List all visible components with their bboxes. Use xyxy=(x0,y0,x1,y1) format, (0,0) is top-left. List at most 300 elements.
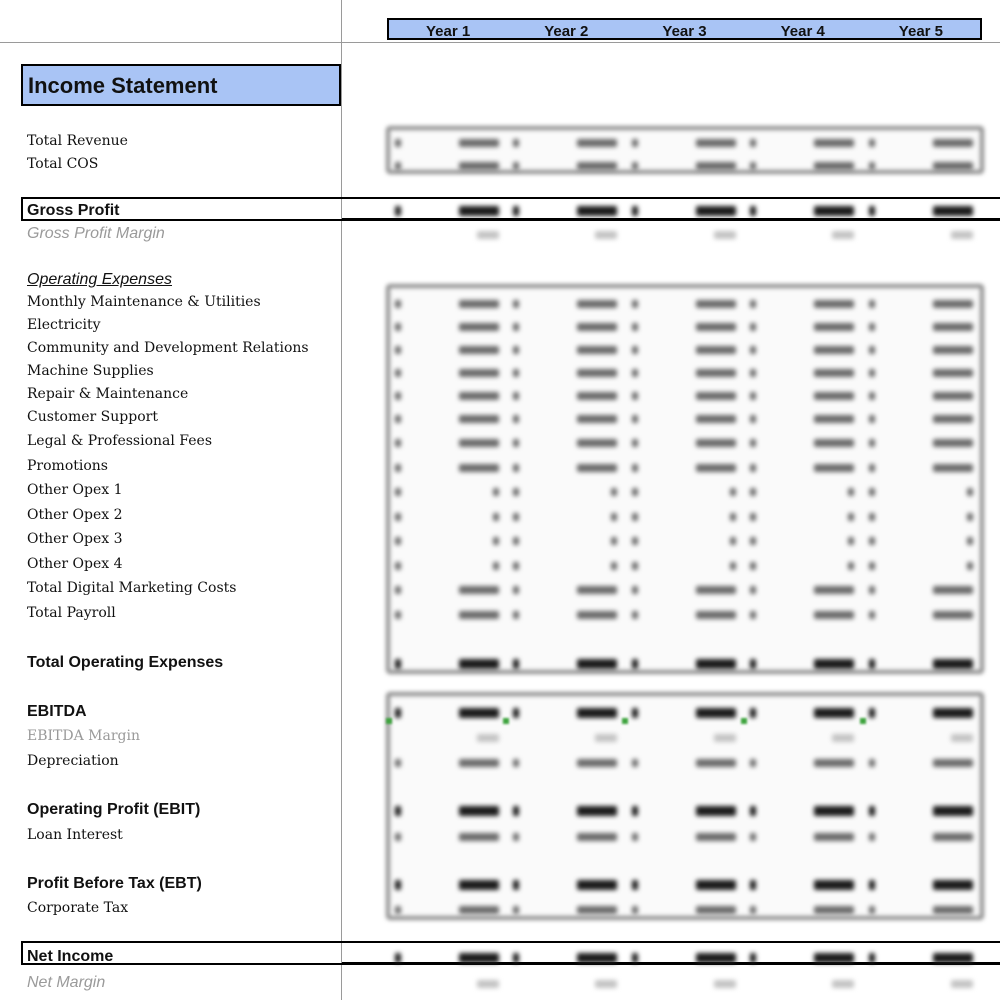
blurred-currency-mark xyxy=(513,392,519,400)
blurred-currency-mark xyxy=(750,833,756,841)
blurred-currency-mark xyxy=(869,659,875,669)
blurred-currency-mark xyxy=(632,392,638,400)
row-opex-item: Repair & Maintenance xyxy=(27,386,189,402)
blurred-currency-mark xyxy=(869,759,875,767)
blurred-currency-mark xyxy=(513,562,519,570)
blurred-value-row xyxy=(389,363,981,383)
blurred-value-mark xyxy=(577,659,617,669)
blurred-currency-mark xyxy=(395,953,401,963)
blurred-currency-mark xyxy=(395,415,401,423)
blurred-currency-mark xyxy=(869,611,875,619)
blurred-value-mark xyxy=(577,415,617,423)
blurred-currency-mark xyxy=(869,537,875,545)
blurred-currency-mark xyxy=(513,488,519,496)
blurred-value-row xyxy=(389,900,981,920)
blurred-currency-mark xyxy=(750,708,756,718)
blurred-value-mark xyxy=(459,906,499,914)
blurred-currency-mark xyxy=(395,162,401,170)
blurred-currency-mark xyxy=(395,611,401,619)
blurred-currency-mark xyxy=(513,206,519,216)
blurred-value-mark xyxy=(814,162,854,170)
blurred-currency-mark xyxy=(395,659,401,669)
year-1-header: Year 1 xyxy=(425,22,471,40)
blurred-value-mark xyxy=(577,369,617,377)
blurred-currency-mark xyxy=(632,659,638,669)
blurred-currency-mark xyxy=(395,708,401,718)
blurred-value-mark xyxy=(951,231,973,239)
row-opex-item: Monthly Maintenance & Utilities xyxy=(27,294,261,310)
blurred-currency-mark xyxy=(395,537,401,545)
blurred-value-mark xyxy=(696,415,736,423)
row-opex-item: Customer Support xyxy=(27,409,158,425)
blurred-value-mark xyxy=(459,162,499,170)
blurred-currency-mark xyxy=(750,537,756,545)
blurred-currency-mark xyxy=(750,562,756,570)
blurred-value-mark xyxy=(696,906,736,914)
blurred-currency-mark xyxy=(632,953,638,963)
blurred-value-mark xyxy=(933,369,973,377)
blurred-value-mark xyxy=(967,537,973,545)
row-opex-item: Other Opex 4 xyxy=(27,556,123,572)
blurred-value-row xyxy=(389,317,981,337)
blurred-value-mark xyxy=(832,734,854,742)
blurred-value-mark xyxy=(577,906,617,914)
blurred-currency-mark xyxy=(513,300,519,308)
row-opex-item: Other Opex 2 xyxy=(27,507,123,523)
blurred-currency-mark xyxy=(395,300,401,308)
blurred-value-row xyxy=(389,433,981,453)
blurred-value-row xyxy=(389,556,981,576)
blurred-currency-mark xyxy=(750,906,756,914)
blurred-value-mark xyxy=(577,206,617,216)
statement-title: Income Statement xyxy=(21,64,341,106)
blurred-value-mark xyxy=(848,513,854,521)
blurred-value-mark xyxy=(493,513,499,521)
blurred-value-mark xyxy=(696,206,736,216)
blurred-value-mark xyxy=(696,953,736,963)
blurred-value-mark xyxy=(933,162,973,170)
blurred-value-mark xyxy=(577,139,617,147)
blurred-value-mark xyxy=(459,369,499,377)
blurred-value-mark xyxy=(696,659,736,669)
blurred-currency-mark xyxy=(869,880,875,890)
blurred-value-mark xyxy=(611,537,617,545)
blurred-value-mark xyxy=(459,833,499,841)
blurred-currency-mark xyxy=(632,439,638,447)
blurred-currency-mark xyxy=(513,369,519,377)
blurred-value-mark xyxy=(714,231,736,239)
blurred-value-row xyxy=(389,133,981,153)
blurred-value-row xyxy=(389,531,981,551)
blurred-value-mark xyxy=(459,880,499,890)
blurred-value-row xyxy=(389,201,981,221)
blurred-value-mark xyxy=(933,611,973,619)
year-5-header: Year 5 xyxy=(898,22,944,40)
blurred-currency-mark xyxy=(869,415,875,423)
blurred-value-mark xyxy=(814,759,854,767)
blurred-value-row xyxy=(389,654,981,674)
blurred-currency-mark xyxy=(869,346,875,354)
blurred-value-mark xyxy=(459,439,499,447)
blurred-value-mark xyxy=(459,323,499,331)
blurred-currency-mark xyxy=(395,139,401,147)
blurred-currency-mark xyxy=(869,513,875,521)
blurred-currency-mark xyxy=(632,806,638,816)
blurred-currency-mark xyxy=(632,488,638,496)
blurred-currency-mark xyxy=(750,659,756,669)
blurred-value-mark xyxy=(951,980,973,988)
blurred-value-mark xyxy=(933,708,973,718)
blurred-currency-mark xyxy=(513,323,519,331)
blurred-value-row xyxy=(389,482,981,502)
blurred-value-mark xyxy=(577,162,617,170)
blurred-value-mark xyxy=(814,708,854,718)
blurred-value-mark xyxy=(933,206,973,216)
blurred-currency-mark xyxy=(395,323,401,331)
blurred-currency-mark xyxy=(513,806,519,816)
row-opex-item: Total Payroll xyxy=(27,605,116,621)
row-ebt: Profit Before Tax (EBT) xyxy=(27,875,202,892)
blurred-currency-mark xyxy=(513,611,519,619)
blurred-value-mark xyxy=(967,513,973,521)
blurred-value-mark xyxy=(696,162,736,170)
row-opex-item: Machine Supplies xyxy=(27,363,154,379)
row-net-income: Net Income xyxy=(27,948,114,965)
blurred-value-mark xyxy=(459,586,499,594)
blurred-currency-mark xyxy=(395,346,401,354)
blurred-value-row xyxy=(389,386,981,406)
blurred-currency-mark xyxy=(869,806,875,816)
blurred-value-mark xyxy=(814,415,854,423)
cell-comment-marker xyxy=(622,718,628,724)
blurred-currency-mark xyxy=(750,162,756,170)
blurred-value-mark xyxy=(933,833,973,841)
blurred-currency-mark xyxy=(632,162,638,170)
row-ebitda: EBITDA xyxy=(27,703,87,720)
blurred-value-mark xyxy=(696,346,736,354)
blurred-value-mark xyxy=(577,464,617,472)
row-opex-item: Other Opex 1 xyxy=(27,482,123,498)
blurred-currency-mark xyxy=(750,369,756,377)
blurred-value-row xyxy=(389,156,981,176)
blurred-currency-mark xyxy=(869,139,875,147)
blurred-currency-mark xyxy=(869,464,875,472)
blurred-currency-mark xyxy=(750,439,756,447)
blurred-value-mark xyxy=(714,734,736,742)
blurred-currency-mark xyxy=(632,346,638,354)
blurred-currency-mark xyxy=(632,139,638,147)
row-corporate-tax: Corporate Tax xyxy=(27,900,129,916)
row-depreciation: Depreciation xyxy=(27,753,119,769)
blurred-currency-mark xyxy=(513,708,519,718)
blurred-value-mark xyxy=(696,586,736,594)
blurred-value-mark xyxy=(730,562,736,570)
blurred-currency-mark xyxy=(632,708,638,718)
blurred-value-mark xyxy=(696,439,736,447)
blurred-value-mark xyxy=(696,139,736,147)
blurred-value-mark xyxy=(577,953,617,963)
blurred-value-mark xyxy=(933,953,973,963)
blurred-currency-mark xyxy=(632,586,638,594)
blurred-value-mark xyxy=(814,300,854,308)
cell-comment-marker xyxy=(503,718,509,724)
blurred-currency-mark xyxy=(632,759,638,767)
blurred-value-row xyxy=(389,974,981,994)
blurred-value-mark xyxy=(814,369,854,377)
blurred-currency-mark xyxy=(869,369,875,377)
blurred-currency-mark xyxy=(513,833,519,841)
blurred-value-mark xyxy=(933,346,973,354)
blurred-value-mark xyxy=(933,392,973,400)
blurred-value-mark xyxy=(577,880,617,890)
blurred-currency-mark xyxy=(750,513,756,521)
blurred-currency-mark xyxy=(632,464,638,472)
blurred-currency-mark xyxy=(750,206,756,216)
blurred-value-mark xyxy=(967,562,973,570)
blurred-value-mark xyxy=(730,488,736,496)
blurred-value-mark xyxy=(493,537,499,545)
blurred-currency-mark xyxy=(632,513,638,521)
blurred-currency-mark xyxy=(750,759,756,767)
blurred-value-mark xyxy=(730,513,736,521)
blurred-value-mark xyxy=(714,980,736,988)
blurred-value-mark xyxy=(595,231,617,239)
row-net-margin: Net Margin xyxy=(27,974,106,991)
blurred-value-mark xyxy=(814,611,854,619)
blurred-currency-mark xyxy=(395,513,401,521)
blurred-currency-mark xyxy=(395,439,401,447)
blurred-currency-mark xyxy=(513,139,519,147)
blurred-value-mark xyxy=(493,562,499,570)
blurred-currency-mark xyxy=(395,759,401,767)
blurred-value-mark xyxy=(459,206,499,216)
blurred-value-row xyxy=(389,605,981,625)
blurred-currency-mark xyxy=(632,562,638,570)
row-opex-item: Promotions xyxy=(27,458,108,474)
blurred-value-mark xyxy=(814,464,854,472)
blurred-value-mark xyxy=(577,708,617,718)
blurred-value-mark xyxy=(577,300,617,308)
blurred-currency-mark xyxy=(632,833,638,841)
row-total-revenue: Total Revenue xyxy=(27,133,128,149)
blurred-currency-mark xyxy=(513,759,519,767)
blurred-value-mark xyxy=(577,586,617,594)
blurred-value-row xyxy=(389,409,981,429)
row-ebit: Operating Profit (EBIT) xyxy=(27,801,201,818)
blurred-currency-mark xyxy=(632,369,638,377)
blurred-value-mark xyxy=(730,537,736,545)
blurred-currency-mark xyxy=(395,392,401,400)
column-divider xyxy=(341,0,342,1000)
blurred-value-mark xyxy=(595,734,617,742)
blurred-currency-mark xyxy=(869,708,875,718)
blurred-value-mark xyxy=(933,586,973,594)
blurred-currency-mark xyxy=(513,953,519,963)
blurred-value-mark xyxy=(577,833,617,841)
blurred-currency-mark xyxy=(513,880,519,890)
blurred-value-mark xyxy=(696,880,736,890)
blurred-value-mark xyxy=(459,611,499,619)
blurred-value-mark xyxy=(933,806,973,816)
blurred-value-mark xyxy=(814,806,854,816)
blurred-value-mark xyxy=(814,346,854,354)
blurred-currency-mark xyxy=(869,162,875,170)
blurred-value-mark xyxy=(696,464,736,472)
blurred-currency-mark xyxy=(395,562,401,570)
blurred-currency-mark xyxy=(750,488,756,496)
blurred-value-mark xyxy=(933,415,973,423)
blurred-value-mark xyxy=(577,392,617,400)
blurred-currency-mark xyxy=(750,415,756,423)
blurred-currency-mark xyxy=(869,833,875,841)
blurred-value-mark xyxy=(493,488,499,496)
blurred-value-row xyxy=(389,728,981,748)
blurred-value-mark xyxy=(696,806,736,816)
blurred-value-mark xyxy=(477,980,499,988)
cell-comment-marker xyxy=(860,718,866,724)
blurred-value-row xyxy=(389,458,981,478)
blurred-value-mark xyxy=(814,833,854,841)
blurred-value-mark xyxy=(933,464,973,472)
blurred-currency-mark xyxy=(395,880,401,890)
row-gross-profit-margin: Gross Profit Margin xyxy=(27,225,165,242)
blurred-value-mark xyxy=(611,562,617,570)
blurred-value-mark xyxy=(951,734,973,742)
blurred-currency-mark xyxy=(395,586,401,594)
blurred-currency-mark xyxy=(513,346,519,354)
blurred-value-mark xyxy=(967,488,973,496)
blurred-currency-mark xyxy=(750,346,756,354)
blurred-currency-mark xyxy=(869,206,875,216)
blurred-value-mark xyxy=(611,513,617,521)
blurred-currency-mark xyxy=(395,488,401,496)
year-4-header: Year 4 xyxy=(780,22,825,40)
blurred-value-mark xyxy=(814,586,854,594)
blurred-currency-mark xyxy=(750,392,756,400)
blurred-value-mark xyxy=(933,659,973,669)
year-3-header: Year 3 xyxy=(662,22,707,40)
blurred-value-mark xyxy=(933,759,973,767)
blurred-currency-mark xyxy=(632,906,638,914)
blurred-value-mark xyxy=(595,980,617,988)
blurred-value-mark xyxy=(459,346,499,354)
row-gross-profit: Gross Profit xyxy=(27,202,120,219)
blurred-currency-mark xyxy=(750,586,756,594)
cell-comment-marker xyxy=(741,718,747,724)
blurred-currency-mark xyxy=(632,611,638,619)
blurred-value-row xyxy=(389,948,981,968)
blurred-currency-mark xyxy=(869,392,875,400)
blurred-currency-mark xyxy=(513,415,519,423)
row-total-operating-expenses: Total Operating Expenses xyxy=(27,654,224,671)
blurred-currency-mark xyxy=(513,513,519,521)
blurred-value-row xyxy=(389,875,981,895)
blurred-currency-mark xyxy=(750,611,756,619)
blurred-value-mark xyxy=(848,537,854,545)
blurred-value-mark xyxy=(696,833,736,841)
blurred-value-mark xyxy=(814,139,854,147)
blurred-value-mark xyxy=(848,488,854,496)
blurred-currency-mark xyxy=(513,906,519,914)
blurred-value-mark xyxy=(814,206,854,216)
blurred-value-mark xyxy=(933,906,973,914)
blurred-currency-mark xyxy=(395,806,401,816)
blurred-currency-mark xyxy=(395,833,401,841)
blurred-value-mark xyxy=(577,611,617,619)
blurred-currency-mark xyxy=(632,323,638,331)
blurred-value-mark xyxy=(814,906,854,914)
blurred-currency-mark xyxy=(632,206,638,216)
blurred-currency-mark xyxy=(750,880,756,890)
row-loan-interest: Loan Interest xyxy=(27,827,123,843)
blurred-currency-mark xyxy=(869,906,875,914)
section-operating-expenses: Operating Expenses xyxy=(27,271,172,288)
blurred-value-mark xyxy=(696,708,736,718)
blurred-value-mark xyxy=(696,369,736,377)
blurred-currency-mark xyxy=(869,439,875,447)
blurred-value-row xyxy=(389,507,981,527)
blurred-currency-mark xyxy=(750,806,756,816)
blurred-value-mark xyxy=(577,346,617,354)
blurred-currency-mark xyxy=(750,323,756,331)
blurred-value-mark xyxy=(832,231,854,239)
blurred-value-mark xyxy=(696,759,736,767)
blurred-value-row xyxy=(389,294,981,314)
blurred-currency-mark xyxy=(869,488,875,496)
blurred-currency-mark xyxy=(750,139,756,147)
blurred-currency-mark xyxy=(750,464,756,472)
blurred-value-mark xyxy=(814,659,854,669)
blurred-currency-mark xyxy=(395,206,401,216)
blurred-value-mark xyxy=(459,806,499,816)
header-divider xyxy=(0,42,1000,43)
blurred-value-mark xyxy=(848,562,854,570)
blurred-value-mark xyxy=(577,759,617,767)
cell-comment-marker xyxy=(386,718,392,724)
blurred-value-mark xyxy=(933,880,973,890)
blurred-value-mark xyxy=(814,439,854,447)
blurred-currency-mark xyxy=(513,162,519,170)
blurred-value-mark xyxy=(577,439,617,447)
blurred-value-mark xyxy=(933,323,973,331)
blurred-value-row xyxy=(389,753,981,773)
blurred-value-mark xyxy=(459,759,499,767)
row-opex-item: Community and Development Relations xyxy=(27,340,309,356)
blurred-value-mark xyxy=(696,611,736,619)
blurred-value-mark xyxy=(814,392,854,400)
blurred-currency-mark xyxy=(632,880,638,890)
blurred-value-mark xyxy=(814,880,854,890)
blurred-value-mark xyxy=(933,139,973,147)
blurred-value-mark xyxy=(459,139,499,147)
blurred-currency-mark xyxy=(513,586,519,594)
row-ebitda-margin: EBITDA Margin xyxy=(27,728,140,744)
row-opex-item: Electricity xyxy=(27,317,101,333)
blurred-value-mark xyxy=(477,231,499,239)
blurred-value-mark xyxy=(696,392,736,400)
blurred-value-mark xyxy=(814,323,854,331)
row-opex-item: Legal & Professional Fees xyxy=(27,433,213,449)
blurred-value-row xyxy=(389,225,981,245)
blurred-value-mark xyxy=(459,415,499,423)
row-total-cos: Total COS xyxy=(27,156,99,172)
blurred-value-mark xyxy=(477,734,499,742)
blurred-value-mark xyxy=(933,300,973,308)
blurred-currency-mark xyxy=(869,586,875,594)
blurred-currency-mark xyxy=(513,464,519,472)
blurred-value-mark xyxy=(814,953,854,963)
year-2-header: Year 2 xyxy=(544,22,589,40)
